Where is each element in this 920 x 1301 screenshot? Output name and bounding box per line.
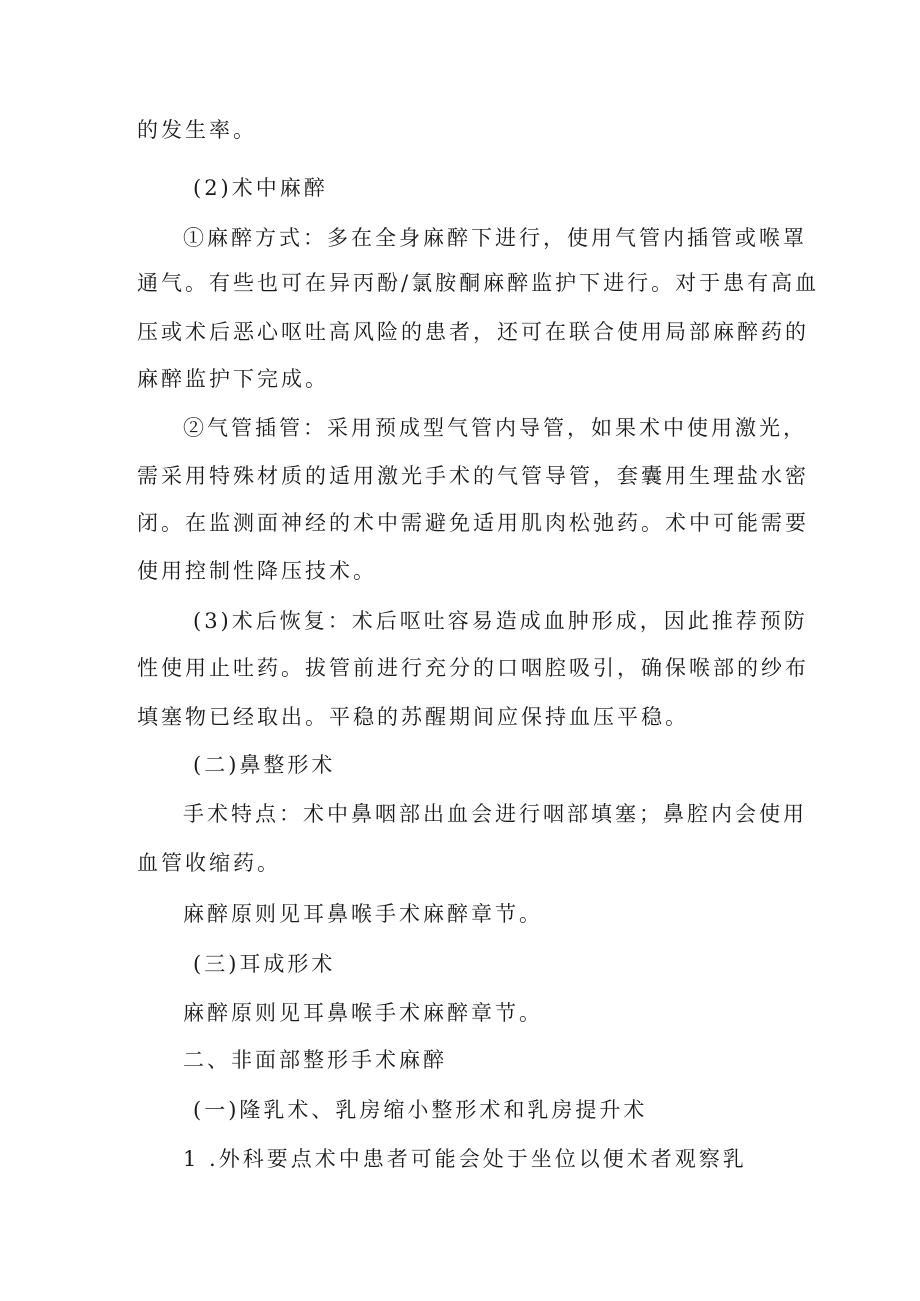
text-line: 手术特点：术中鼻咽部出血会进行咽部填塞；鼻腔内会使用	[183, 802, 807, 826]
section-heading: (2)术中麻醉	[193, 176, 328, 200]
text-line: 血管收缩药。	[137, 851, 281, 875]
text-line: ①麻醉方式：多在全身麻醉下进行，使用气管内插管或喉罩	[183, 226, 807, 250]
text-line: 通气。有些也可在异丙酚/氯胺酮麻醉监护下进行。对于患有高血	[137, 271, 820, 295]
text-line: 1 .外科要点术中患者可能会处于坐位以便术者观察乳	[183, 1147, 747, 1171]
text-line: 麻醉原则见耳鼻喉手术麻醉章节。	[183, 1001, 543, 1025]
text-line: (3)术后恢复：术后呕吐容易造成血肿形成，因此推荐预防	[193, 609, 808, 633]
text-line: 使用控制性降压技术。	[137, 559, 377, 583]
text-line: 需采用特殊材质的适用激光手术的气管导管，套囊用生理盐水密	[137, 464, 809, 488]
text-line: 性使用止吐药。拔管前进行充分的口咽腔吸引，确保喉部的纱布	[137, 656, 809, 680]
text-line: 的发生率。	[137, 118, 257, 142]
text-line: 填塞物已经取出。平稳的苏醒期间应保持血压平稳。	[137, 705, 689, 729]
section-heading: (三)耳成形术	[193, 952, 336, 976]
section-heading: (一)隆乳术、乳房缩小整形术和乳房提升术	[193, 1098, 648, 1122]
text-line: 闭。在监测面神经的术中需避免适用肌肉松弛药。术中可能需要	[137, 511, 809, 535]
section-heading: (二)鼻整形术	[193, 753, 336, 777]
text-line: 麻醉监护下完成。	[137, 367, 329, 391]
text-line: ②气管插管：采用预成型气管内导管，如果术中使用激光，	[183, 416, 807, 440]
text-line: 麻醉原则见耳鼻喉手术麻醉章节。	[183, 902, 543, 926]
section-heading: 二、非面部整形手术麻醉	[183, 1048, 447, 1072]
text-line: 压或术后恶心呕吐高风险的患者，还可在联合使用局部麻醉药的	[137, 320, 809, 344]
